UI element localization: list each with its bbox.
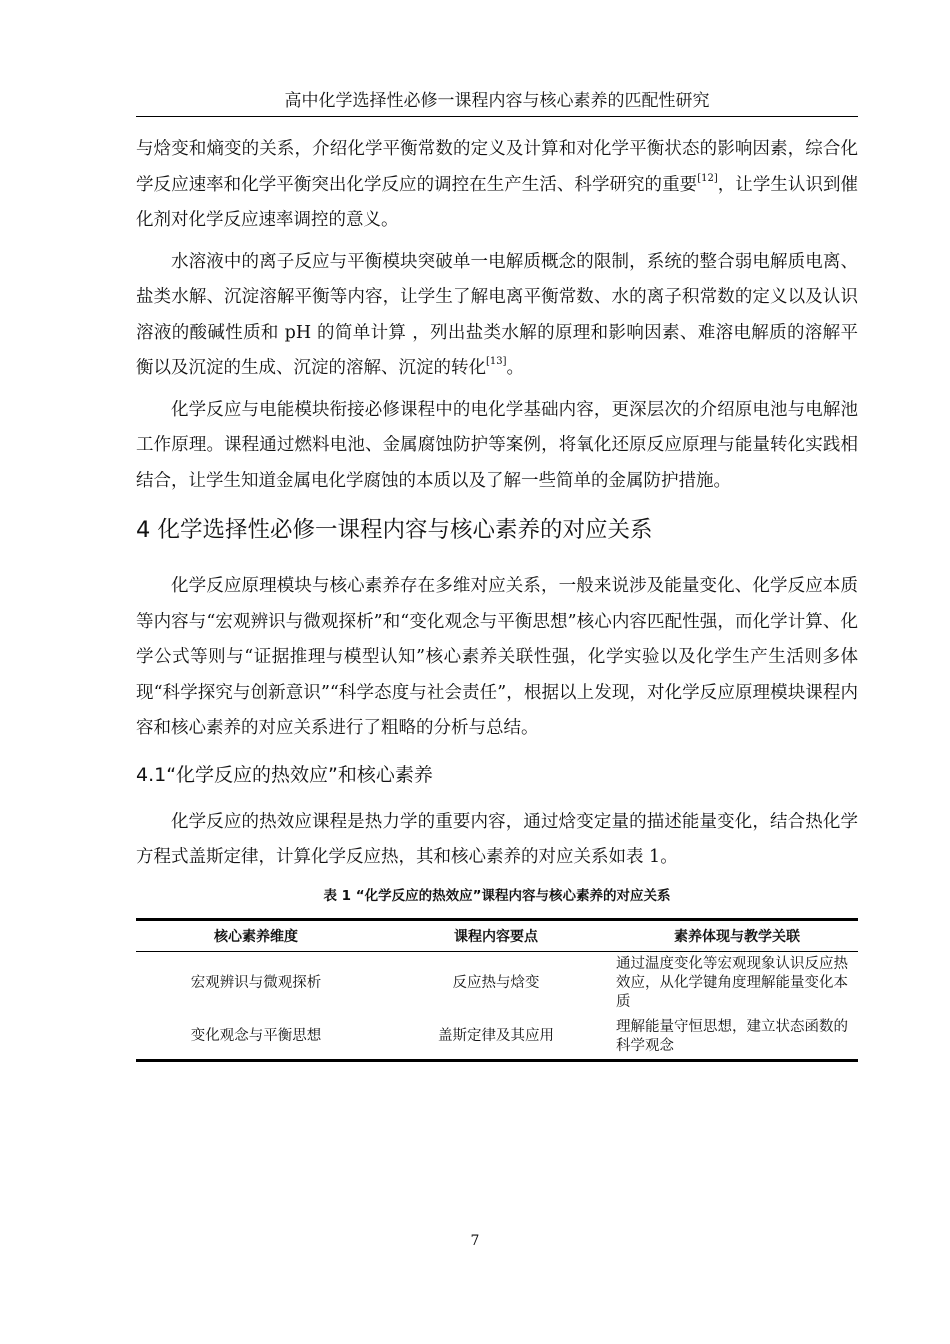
correspondence-table: [136, 918, 858, 1062]
page-body: [136, 132, 858, 1062]
table-cell: 盖斯定律及其应用: [438, 1028, 554, 1044]
subsection-heading: 4.1“化学反应的热效应”和核心素养: [136, 763, 433, 786]
table-header-cell: 核心素养维度: [214, 928, 298, 945]
citation-13: [13]: [486, 356, 507, 368]
paragraph-1-text: 与焓变和熵变的关系，介绍化学平衡常数的定义及计算和对化学平衡状态的影响因素，综合化学反应速率和化学平衡突出化学反应的调控在生产生活、科学研究的重要: [136, 139, 858, 195]
table-cell: 通过温度变化等宏观现象认识反应热效应，从化学键角度理解能量变化本质: [616, 955, 848, 1010]
table-row: [136, 1015, 858, 1061]
page-number: 7: [470, 1233, 480, 1249]
running-header: 高中化学选择性必修一课程内容与核心素养的匹配性研究: [136, 86, 858, 117]
paragraph-2-tail: 。: [506, 358, 525, 378]
paragraph-2-text: 水溶液中的离子反应与平衡模块突破单一电解质概念的限制，系统的整合弱电解质电离、盐类水解、沉淀溶解平衡等内容，让学生了解电离平衡常数、水的离子积常数的定义以及认识溶液的酸碱性质和 pH 的简单计算 ，列出盐类水解的原理和影响因素、难溶电解质的溶解平衡以及沉淀的生成、沉淀的溶解、沉淀的转化: [136, 251, 858, 378]
table-header-cell: 课程内容要点: [454, 928, 538, 945]
table-header-row: [136, 919, 858, 951]
table-row: [136, 951, 858, 1015]
table-caption: 表 1 “化学反应的热效应”课程内容与核心素养的对应关系: [323, 887, 671, 904]
paragraph-1-tail: ，让学生认识到催化剂对化学反应速率调控的意义。: [136, 174, 859, 230]
paragraph-1: [136, 132, 858, 239]
paragraph-3: 化学反应与电能模块衔接必修课程中的电化学基础内容，更深层次的介绍原电池与电解池工作原理。课程通过燃料电池、金属腐蚀防护等案例，将氧化还原反应原理与能量转化实践相结合，让学生知道金属电化学腐蚀的本质以及了解一些简单的金属防护措施。: [136, 399, 858, 491]
table-header-cell: 素养体现与教学关联: [674, 928, 800, 945]
paragraph-2: [136, 245, 858, 387]
table-cell: 宏观辨识与微观探析: [190, 974, 322, 991]
table-cell: 理解能量守恒思想，建立状态函数的科学观念: [616, 1018, 848, 1054]
table-cell: 变化观念与平衡思想: [190, 1028, 322, 1044]
paragraph-5: 化学反应的热效应课程是热力学的重要内容，通过焓变定量的描述能量变化，结合热化学方程式盖斯定律，计算化学反应热，其和核心素养的对应关系如表 1。: [136, 811, 858, 867]
section-heading: 4 化学选择性必修一课程内容与核心素养的对应关系: [136, 517, 653, 543]
table-cell: 反应热与焓变: [452, 974, 540, 991]
citation-12: [12]: [697, 172, 718, 184]
paragraph-4: 化学反应原理模块与核心素养存在多维对应关系，一般来说涉及能量变化、化学反应本质等内容与“宏观辨识与微观探析”和“变化观念与平衡思想”核心内容匹配性强，而化学计算、化学公式等则与“证据推理与模型认知”核心素养关联性强，化学实验以及化学生产生活则多体现“科学探究与创新意识”“科学态度与社会责任”，根据以上发现，对化学反应原理模块课程内容和核心素养的对应关系进行了粗略的分析与总结。: [136, 576, 858, 738]
